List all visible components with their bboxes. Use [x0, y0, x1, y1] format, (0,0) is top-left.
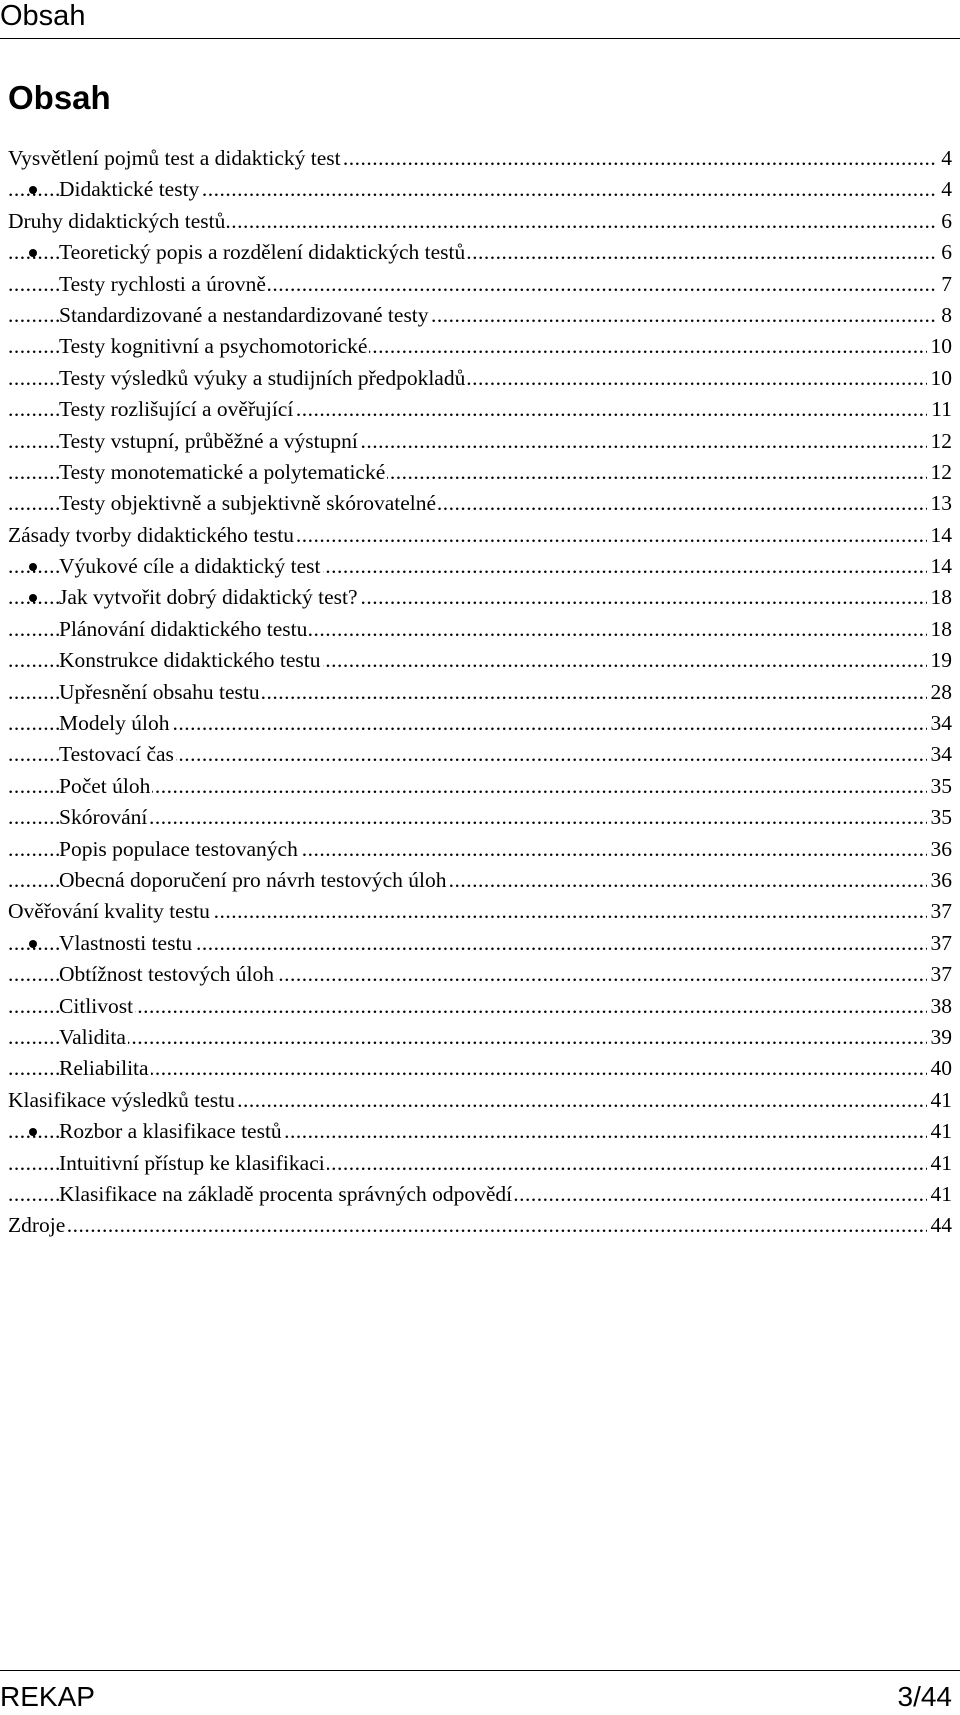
toc-entry-title: Zásady tvorby didaktického testu [8, 522, 294, 547]
toc-entry-page: 11 [927, 394, 952, 425]
toc-entry-page: 36 [927, 834, 953, 865]
toc-entry[interactable] [8, 174, 952, 205]
toc-entry-page: 36 [927, 865, 953, 896]
toc-entry-page: 13 [927, 488, 953, 519]
bullet-icon [29, 940, 37, 948]
toc-entry[interactable] [8, 206, 952, 237]
toc-entry-page: 19 [927, 645, 953, 676]
toc-entry-title: Standardizované a nestandardizované testy [59, 302, 429, 327]
toc-entry[interactable] [8, 1116, 952, 1147]
toc-entry-title: Zdroje [8, 1213, 66, 1238]
toc-entry-title: Upřesnění obsahu testu [59, 679, 260, 704]
toc-entry[interactable] [8, 1022, 952, 1053]
toc-entry[interactable] [8, 1053, 952, 1084]
toc-entry[interactable] [8, 991, 952, 1022]
toc-entry-page: 14 [927, 551, 953, 582]
toc-entry-page: 7 [937, 269, 952, 300]
toc-entry-title: Rozbor a klasifikace testů [59, 1119, 282, 1144]
bullet-icon [29, 1128, 37, 1136]
toc-entry[interactable] [8, 426, 952, 457]
toc-entry-title: Klasifikace na základě procenta správných odpovědí [59, 1181, 513, 1206]
page-number: 3/44 [897, 1681, 952, 1712]
toc-entry-page: 8 [937, 300, 952, 331]
toc-entry-title: Testy kognitivní a psychomotorické [59, 334, 368, 359]
toc-entry-title: Intuitivní přístup ke klasifikaci [59, 1150, 325, 1175]
toc-entry-title: Počet úloh [59, 773, 151, 798]
toc-entry[interactable] [8, 143, 952, 174]
toc-entry[interactable] [8, 959, 952, 990]
toc-entry-title: Obtížnost testových úloh [59, 962, 274, 987]
toc-entry[interactable] [8, 300, 952, 331]
toc-entry-page: 6 [937, 206, 952, 237]
toc-entry-title: Citlivost [59, 993, 134, 1018]
toc-entry-title: Výukové cíle a didaktický test [59, 554, 321, 579]
toc-entry[interactable] [8, 614, 952, 645]
toc-entry-title: Jak vytvořit dobrý didaktický test? [59, 585, 358, 610]
toc-entry-page: 28 [927, 677, 953, 708]
toc-entry[interactable] [8, 488, 952, 519]
page-title: Obsah [8, 79, 111, 116]
toc-entry-page: 6 [937, 237, 952, 268]
toc-entry-page: 34 [927, 708, 953, 739]
toc-entry-page: 41 [927, 1179, 953, 1210]
toc-entry-title: Testy vstupní, průběžné a výstupní [59, 428, 358, 453]
toc-entry-title: Vysvětlení pojmů test a didaktický test [8, 146, 341, 170]
toc-entry-page: 44 [927, 1210, 953, 1241]
toc-entry-title: Klasifikace výsledků testu [8, 1087, 235, 1112]
page-header [0, 0, 960, 39]
toc-entry-page: 35 [927, 802, 953, 833]
table-of-contents [8, 143, 952, 1242]
page-footer [0, 1670, 960, 1715]
toc-entry-page: 38 [927, 991, 953, 1022]
bullet-icon [29, 249, 37, 257]
toc-entry-title: Vlastnosti testu [59, 930, 193, 955]
toc-entry-page: 12 [927, 426, 953, 457]
toc-entry-title: Konstrukce didaktického testu [59, 648, 321, 673]
toc-entry-title: Teoretický popis a rozdělení didaktických testů [59, 240, 466, 265]
toc-entry[interactable] [8, 363, 952, 394]
toc-entry-page: 40 [927, 1053, 953, 1084]
toc-entry[interactable] [8, 269, 952, 300]
toc-entry-title: Popis populace testovaných [59, 836, 298, 861]
toc-entry[interactable] [8, 457, 952, 488]
toc-entry[interactable] [8, 331, 952, 362]
toc-entry-page: 35 [927, 771, 953, 802]
toc-entry-page: 18 [927, 614, 953, 645]
toc-entry-title: Reliabilita [59, 1056, 149, 1081]
toc-entry-page: 37 [927, 896, 953, 927]
toc-entry-page: 4 [937, 143, 952, 174]
toc-entry-title: Testy rychlosti a úrovně [59, 271, 266, 296]
toc-entry-page: 41 [927, 1116, 953, 1147]
toc-entry-page: 10 [927, 331, 953, 362]
toc-entry-title: Testy objektivně a subjektivně skórovatelné [59, 491, 437, 516]
toc-entry[interactable] [8, 1085, 952, 1116]
toc-entry-title: Modely úloh [59, 711, 170, 736]
toc-entry-title: Testy monotematické a polytematické [59, 459, 386, 484]
toc-entry[interactable] [8, 834, 952, 865]
toc-entry[interactable] [8, 520, 952, 551]
toc-entry[interactable] [8, 865, 952, 896]
toc-entry-page: 12 [927, 457, 953, 488]
bullet-icon [29, 594, 37, 602]
toc-entry[interactable] [8, 928, 952, 959]
toc-entry[interactable] [8, 739, 952, 770]
toc-entry[interactable] [8, 802, 952, 833]
toc-entry-page: 14 [927, 520, 953, 551]
toc-entry[interactable] [8, 645, 952, 676]
toc-entry-page: 41 [927, 1148, 953, 1179]
toc-entry-title: Testy rozlišující a ověřující [59, 397, 294, 422]
toc-entry-title: Didaktické testy [59, 177, 200, 202]
toc-entry-title: Ověřování kvality testu [8, 899, 210, 924]
toc-entry-title: Plánování didaktického testu [59, 616, 308, 641]
toc-entry-title: Obecná doporučení pro návrh testových úloh [59, 867, 447, 892]
toc-entry[interactable] [8, 677, 952, 708]
footer-label: REKAP [0, 1681, 95, 1712]
toc-entry-title: Validita [59, 1024, 126, 1049]
toc-entry-page: 39 [927, 1022, 953, 1053]
toc-entry-title: Testy výsledků výuky a studijních předpokladů [59, 365, 466, 390]
toc-entry-page: 37 [927, 928, 953, 959]
toc-entry[interactable] [8, 1179, 952, 1210]
toc-entry-title: Druhy didaktických testů [8, 208, 226, 233]
toc-entry-page: 37 [927, 959, 953, 990]
toc-entry-title: Testovací čas [59, 742, 174, 767]
toc-entry[interactable] [8, 896, 952, 927]
toc-entry-page: 10 [927, 363, 953, 394]
header-title: Obsah [0, 0, 86, 32]
toc-entry-page: 34 [927, 739, 953, 770]
toc-entry-page: 41 [927, 1085, 953, 1116]
toc-entry[interactable] [8, 1148, 952, 1179]
toc-entry-title: Skórování [59, 805, 148, 830]
toc-entry[interactable] [8, 708, 952, 739]
toc-entry[interactable] [8, 582, 952, 613]
toc-entry-page: 4 [937, 174, 952, 205]
toc-entry-page: 18 [927, 582, 953, 613]
bullet-icon [29, 186, 37, 194]
toc-entry[interactable] [8, 394, 952, 425]
toc-entry[interactable] [8, 771, 952, 802]
bullet-icon [29, 563, 37, 571]
toc-entry[interactable] [8, 1210, 952, 1241]
toc-entry[interactable] [8, 237, 952, 268]
toc-entry[interactable] [8, 551, 952, 582]
